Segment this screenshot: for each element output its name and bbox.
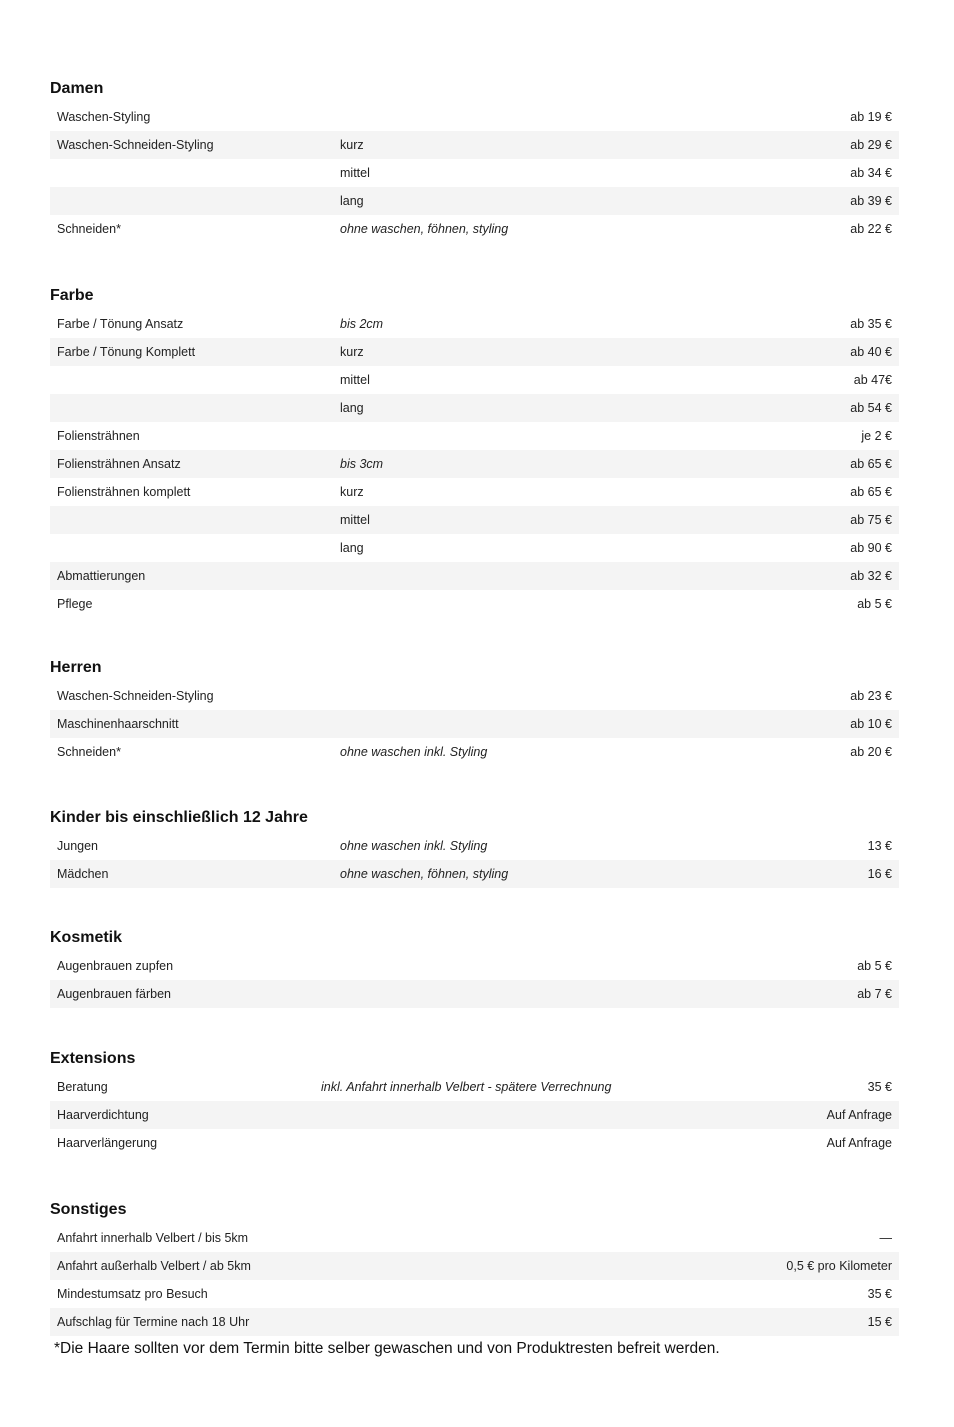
service-name: Farbe / Tönung Komplett: [57, 345, 196, 359]
service-price: ab 54 €: [850, 401, 892, 415]
service-price: ab 19 €: [850, 110, 892, 124]
service-price: ab 47€: [853, 373, 892, 387]
service-note: mittel: [340, 513, 370, 527]
section-title: Sonstiges: [50, 1201, 127, 1218]
service-name: Abmattierungen: [57, 569, 146, 583]
service-name: Schneiden*: [57, 222, 121, 236]
service-price: ab 23 €: [850, 689, 892, 703]
service-price: ab 10 €: [850, 717, 892, 731]
service-price: ab 20 €: [850, 745, 892, 759]
service-note: lang: [340, 401, 364, 415]
price-row: [50, 590, 899, 618]
section: [50, 282, 899, 618]
price-row: [50, 506, 899, 534]
service-note: lang: [340, 541, 364, 555]
price-row: [50, 1129, 899, 1157]
service-price: Auf Anfrage: [826, 1136, 892, 1150]
price-row: [50, 310, 899, 338]
service-name: Farbe / Tönung Ansatz: [57, 317, 184, 331]
service-name: Schneiden*: [57, 745, 121, 759]
price-row: [50, 860, 899, 888]
service-price: ab 90 €: [850, 541, 892, 555]
price-row: [50, 394, 899, 422]
price-row: [50, 131, 899, 159]
service-note: kurz: [340, 138, 364, 152]
service-name: Anfahrt innerhalb Velbert / bis 5km: [57, 1231, 249, 1245]
section-title: Kinder bis einschließlich 12 Jahre: [50, 809, 308, 826]
price-row: [50, 103, 899, 131]
service-name: Waschen-Styling: [57, 110, 151, 124]
price-row: [50, 159, 899, 187]
service-price: 13 €: [867, 839, 892, 853]
service-note: kurz: [340, 345, 364, 359]
service-note: ohne waschen inkl. Styling: [340, 745, 488, 759]
service-price: je 2 €: [861, 429, 892, 443]
service-note: bis 3cm: [340, 457, 384, 471]
service-note: kurz: [340, 485, 364, 499]
service-price: 15 €: [867, 1315, 892, 1329]
section-title: Kosmetik: [50, 929, 123, 946]
section: [50, 804, 899, 888]
price-row: [50, 952, 899, 980]
price-row: [50, 1308, 899, 1336]
service-note: lang: [340, 194, 364, 208]
price-row: [50, 422, 899, 450]
service-price: ab 7 €: [857, 987, 892, 1001]
service-price: ab 65 €: [850, 485, 892, 499]
service-price: ab 32 €: [850, 569, 892, 583]
service-price: ab 65 €: [850, 457, 892, 471]
section-title: Herren: [50, 659, 102, 676]
service-name: Augenbrauen färben: [57, 987, 171, 1001]
section: [50, 1045, 899, 1157]
price-row: [50, 710, 899, 738]
service-note: mittel: [340, 373, 370, 387]
service-note: bis 2cm: [340, 317, 384, 331]
service-name: Aufschlag für Termine nach 18 Uhr: [57, 1315, 250, 1329]
service-name: Haarverdichtung: [57, 1108, 149, 1122]
service-name: Augenbrauen zupfen: [57, 959, 174, 973]
section: [50, 1196, 899, 1336]
price-row: [50, 980, 899, 1008]
price-row: [50, 832, 899, 860]
service-name: Foliensträhnen komplett: [57, 485, 191, 499]
service-name: Mädchen: [57, 867, 109, 881]
service-note: ohne waschen, föhnen, styling: [340, 867, 509, 881]
service-price: ab 22 €: [850, 222, 892, 236]
service-name: Anfahrt außerhalb Velbert / ab 5km: [57, 1259, 251, 1273]
service-note: ohne waschen, föhnen, styling: [340, 222, 509, 236]
price-row: [50, 1073, 899, 1101]
service-note: ohne waschen inkl. Styling: [340, 839, 488, 853]
service-price: 16 €: [867, 867, 892, 881]
service-price: ab 35 €: [850, 317, 892, 331]
price-row: [50, 338, 899, 366]
service-price: ab 40 €: [850, 345, 892, 359]
price-row: [50, 215, 899, 243]
footnote: *Die Haare sollten vor dem Termin bitte selber gewaschen und von Produktresten befreit werden.: [54, 1340, 720, 1357]
price-row: [50, 1280, 899, 1308]
service-name: Mindestumsatz pro Besuch: [57, 1287, 208, 1301]
service-name: Waschen-Schneiden-Styling: [57, 689, 214, 703]
price-row: [50, 1252, 899, 1280]
service-name: Waschen-Schneiden-Styling: [57, 138, 214, 152]
service-price: —: [879, 1231, 892, 1245]
service-price: 35 €: [867, 1287, 892, 1301]
service-name: Foliensträhnen: [57, 429, 140, 443]
price-row: [50, 534, 899, 562]
price-row: [50, 738, 899, 766]
price-row: [50, 478, 899, 506]
price-row: [50, 562, 899, 590]
service-price: Auf Anfrage: [826, 1108, 892, 1122]
service-price: ab 5 €: [857, 597, 892, 611]
section: [50, 75, 899, 243]
price-row: [50, 366, 899, 394]
service-name: Jungen: [57, 839, 99, 853]
service-note: inkl. Anfahrt innerhalb Velbert - spätere Verrechnung: [321, 1080, 612, 1094]
service-name: Pflege: [57, 597, 93, 611]
price-row: [50, 1101, 899, 1129]
service-price: 0,5 € pro Kilometer: [786, 1259, 892, 1273]
service-price: ab 29 €: [850, 138, 892, 152]
section-title: Farbe: [50, 287, 94, 304]
service-price: 35 €: [867, 1080, 892, 1094]
service-name: Maschinenhaarschnitt: [57, 717, 179, 731]
section-title: Extensions: [50, 1050, 136, 1067]
price-row: [50, 1224, 899, 1252]
service-price: ab 39 €: [850, 194, 892, 208]
service-name: Haarverlängerung: [57, 1136, 158, 1150]
price-row: [50, 187, 899, 215]
section: [50, 654, 899, 766]
service-name: Beratung: [57, 1080, 108, 1094]
service-price: ab 34 €: [850, 166, 892, 180]
section-title: Damen: [50, 80, 104, 97]
service-name: Foliensträhnen Ansatz: [57, 457, 181, 471]
price-row: [50, 682, 899, 710]
section: [50, 924, 899, 1008]
price-row: [50, 450, 899, 478]
service-price: ab 75 €: [850, 513, 892, 527]
service-note: mittel: [340, 166, 370, 180]
service-price: ab 5 €: [857, 959, 892, 973]
